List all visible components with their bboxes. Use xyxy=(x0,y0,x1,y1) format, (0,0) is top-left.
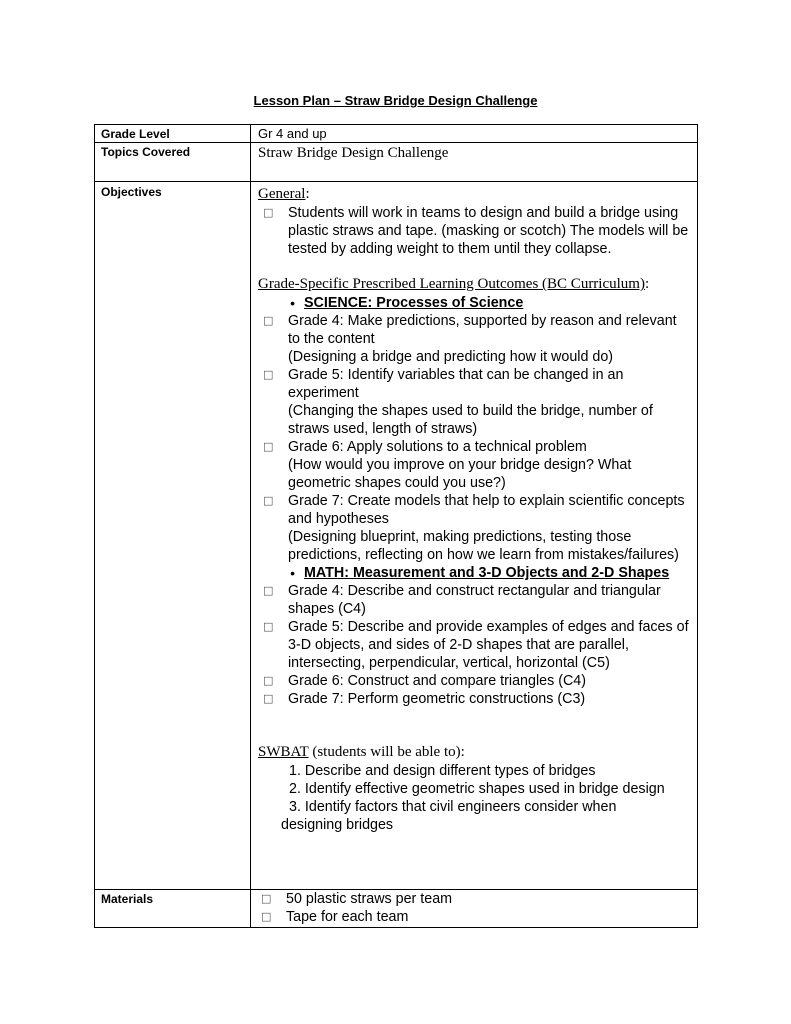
math-item-grade4: □ Grade 4: Describe and construct rectangular and triangular shapes (C4) xyxy=(258,582,691,618)
materials-row xyxy=(95,890,698,928)
science-item-grade4: □ Grade 4: Make predictions, supported by reason and relevant to the content xyxy=(258,312,691,348)
checkbox-icon: □ xyxy=(263,494,274,507)
science-item-grade7: □ Grade 7: Create models that help to explain scientific concepts and hypotheses xyxy=(258,492,691,528)
math-item-grade7: □ Grade 7: Perform geometric constructions (C3) xyxy=(258,690,691,708)
general-item: □ Students will work in teams to design and build a bridge using plastic straws and tape. (masking or scotch) The models will be tested by adding weight to them until they collapse. xyxy=(258,204,691,258)
checkbox-icon: □ xyxy=(263,692,274,705)
science-note-grade5: (Changing the shapes used to build the bridge, number of straws used, length of straws) xyxy=(288,403,653,437)
objectives-row xyxy=(95,182,698,890)
science-item-grade5: □ Grade 5: Identify variables that can be changed in an experiment xyxy=(258,366,691,402)
science-heading: • SCIENCE: Processes of Science xyxy=(258,294,691,312)
math-item-grade6: □ Grade 6: Construct and compare triangles (C4) xyxy=(258,672,691,690)
swbat-item-3: 3. Identify factors that civil engineers consider when designing bridges xyxy=(281,799,617,833)
objectives-label: Objectives xyxy=(95,182,251,890)
science-item-grade6: □ Grade 6: Apply solutions to a technical problem xyxy=(258,438,691,456)
swbat-item-2: 2. Identify effective geometric shapes used in bridge design xyxy=(289,781,665,797)
materials-item: □ Tape for each team xyxy=(256,908,691,926)
checkbox-icon: □ xyxy=(263,620,274,633)
science-note-grade6: (How would you improve on your bridge design? What geometric shapes could you use?) xyxy=(288,457,632,491)
materials-item: □ 50 plastic straws per team xyxy=(256,890,691,908)
swbat-item-1: 1. Describe and design different types of bridges xyxy=(289,763,596,779)
materials-label: Materials xyxy=(95,890,251,928)
math-heading: • MATH: Measurement and 3-D Objects and 2-D Shapes xyxy=(258,564,691,582)
outcomes-heading: Grade-Specific Prescribed Learning Outcomes (BC Curriculum): xyxy=(258,276,650,292)
grade-level-value: Gr 4 and up xyxy=(258,126,327,141)
general-heading: General: xyxy=(258,186,310,202)
bullet-icon: • xyxy=(290,295,295,311)
science-note-grade7: (Designing blueprint, making predictions, testing those predictions, reflecting on how we learn from mistakes/failures) xyxy=(288,529,679,563)
checkbox-icon: □ xyxy=(261,910,272,923)
grade-level-row xyxy=(95,125,698,143)
bullet-icon: • xyxy=(290,565,295,581)
math-item-grade5: □ Grade 5: Describe and provide examples of edges and faces of 3-D objects, and sides of 2-D shapes that are parallel, intersecting, perpendicular, vertical, horizontal (C5) xyxy=(258,618,691,672)
topics-row xyxy=(95,143,698,182)
swbat-heading: SWBAT (students will be able to): xyxy=(258,744,465,760)
checkbox-icon: □ xyxy=(263,674,274,687)
lesson-plan-table xyxy=(94,124,698,928)
checkbox-icon: □ xyxy=(263,206,274,219)
checkbox-icon: □ xyxy=(263,584,274,597)
topics-label: Topics Covered xyxy=(95,143,251,182)
science-note-grade4: (Designing a bridge and predicting how it would do) xyxy=(288,349,614,365)
checkbox-icon: □ xyxy=(261,892,272,905)
checkbox-icon: □ xyxy=(263,314,274,327)
checkbox-icon: □ xyxy=(263,440,274,453)
page-title: Lesson Plan – Straw Bridge Design Challenge xyxy=(253,93,538,108)
checkbox-icon: □ xyxy=(263,368,274,381)
grade-level-label: Grade Level xyxy=(95,125,251,143)
topics-value: Straw Bridge Design Challenge xyxy=(258,145,449,161)
